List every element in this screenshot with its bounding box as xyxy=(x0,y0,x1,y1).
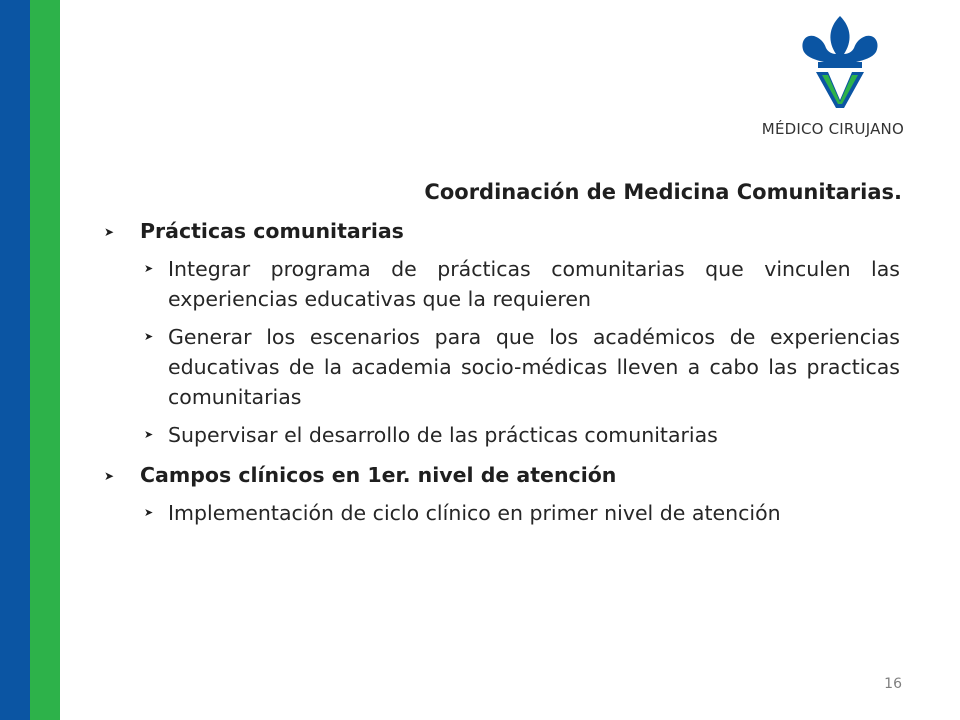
arrowhead-bullet-icon: ➤ xyxy=(144,428,154,441)
list-item xyxy=(144,254,900,314)
left-green-bar xyxy=(30,0,60,720)
slide-heading: Coordinación de Medicina Comunitarias. xyxy=(424,180,902,204)
arrowhead-bullet-icon: ➤ xyxy=(104,469,115,483)
list-item-text: Implementación de ciclo clínico en primer nivel de atención xyxy=(168,501,781,525)
list-item xyxy=(144,498,900,528)
list-item-text: Integrar programa de prácticas comunitarias que vinculen las experiencias educativas que la requieren xyxy=(168,257,900,311)
slide-content xyxy=(104,216,900,528)
arrowhead-bullet-icon: ➤ xyxy=(144,262,154,275)
left-blue-bar xyxy=(0,0,30,720)
arrowhead-bullet-icon: ➤ xyxy=(104,225,115,239)
page-number: 16 xyxy=(884,676,902,692)
section-heading xyxy=(104,460,900,490)
list-item-text: Generar los escenarios para que los académicos de experiencias educativas de la academia socio-médicas lleven a cabo las practicas comunitarias xyxy=(168,325,900,409)
section-title: Prácticas comunitarias xyxy=(140,219,404,243)
list-item xyxy=(144,322,900,412)
arrowhead-bullet-icon: ➤ xyxy=(144,506,154,519)
fleur-de-lis-v-logo-icon xyxy=(798,14,882,110)
program-subtitle: MÉDICO CIRUJANO xyxy=(761,120,904,138)
arrowhead-bullet-icon: ➤ xyxy=(144,330,154,343)
section-title: Campos clínicos en 1er. nivel de atención xyxy=(140,463,617,487)
section-heading xyxy=(104,216,900,246)
list-item-text: Supervisar el desarrollo de las prácticas comunitarias xyxy=(168,423,718,447)
list-item xyxy=(144,420,900,450)
